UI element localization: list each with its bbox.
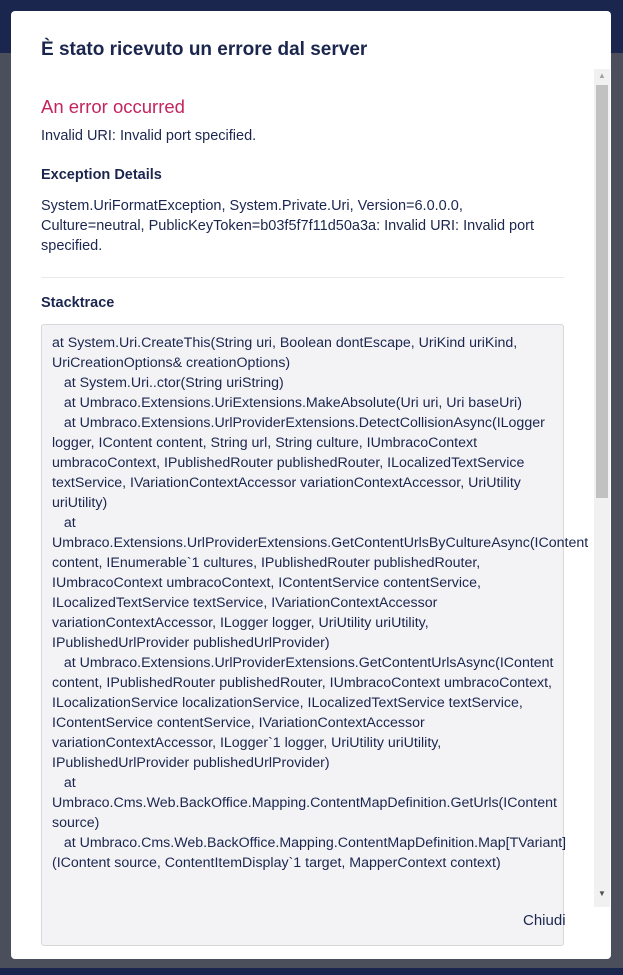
exception-details-text: System.UriFormatException, System.Private.Uri, Version=6.0.0.0, Culture=neutral, PublicKeyToken=b03f5f7f11d50a3a: Invalid URI: Invalid port specified. xyxy=(41,198,535,254)
error-dialog xyxy=(11,11,611,959)
error-message: Invalid URI: Invalid port specified. xyxy=(41,128,257,144)
exception-details-title: Exception Details xyxy=(41,167,162,183)
scroll-up-arrow-icon[interactable]: ▲ xyxy=(598,71,606,80)
stacktrace-title: Stacktrace xyxy=(41,295,115,311)
dialog-title: È stato ricevuto un errore dal server xyxy=(41,39,368,60)
error-heading: An error occurred xyxy=(41,96,185,117)
scrollbar-thumb[interactable] xyxy=(596,85,608,498)
close-button[interactable]: Chiudi xyxy=(523,909,566,931)
section-divider xyxy=(41,277,564,278)
stacktrace-box[interactable] xyxy=(41,324,589,946)
scroll-down-arrow-icon[interactable]: ▼ xyxy=(598,889,606,898)
backoffice-bottom-bar xyxy=(0,968,623,975)
stacktrace-text: at System.Uri.CreateThis(String uri, Boolean dontEscape, UriKind uriKind, UriCreationOptions& creationOptions) at System.Uri..ctor(String uriString) at Umbraco.Extensions.UriExtensions.MakeAbsolute(Uri uri, Uri baseUri) at Umbraco.Extensions.UrlProviderExtensions.DetectCollisionAsync(ILogger logger, IContent content, String url, String culture, IUmbracoContext umbracoContext, IPublishedRouter publishedRouter, ILocalizedTextService textService, IVariationContextAccessor variationContextAccessor, UriUtility uriUtility) at Umbraco.Extensions.UrlProviderExtensions.GetContentUrlsByCultureAsync(IContent content, IEnumerable`1 cultures, IPublishedRouter publishedRouter, IUmbracoContext umbracoContext, IContentService contentService, ILocalizedTextService textService, IVariationContextAccessor variationContextAccessor, ILogger logger, UriUtility uriUtility, IPublishedUrlProvider publishedUrlProvider) at Umbraco.Extensions.UrlProviderExtensions.GetContentUrlsAsync(IContent content, IPublishedRouter publishedRouter, IUmbracoContext umbracoContext, ILocalizationService localizationService, ILocalizedTextService textService, IContentService contentService, IVariationContextAccessor variationContextAccessor, ILogger`1 logger, UriUtility uriUtility, IPublishedUrlProvider publishedUrlProvider) at Umbraco.Cms.Web.BackOffice.Mapping.ContentMapDefinition.GetUrls(IContent source) at Umbraco.Cms.Web.BackOffice.Mapping.ContentMapDefinition.Map[TVariant](IContent source, ContentItemDisplay`1 target, MapperContext context) xyxy=(52,335,589,871)
dialog-scrollbar[interactable] xyxy=(594,69,610,907)
dialog-content[interactable] xyxy=(41,91,589,906)
